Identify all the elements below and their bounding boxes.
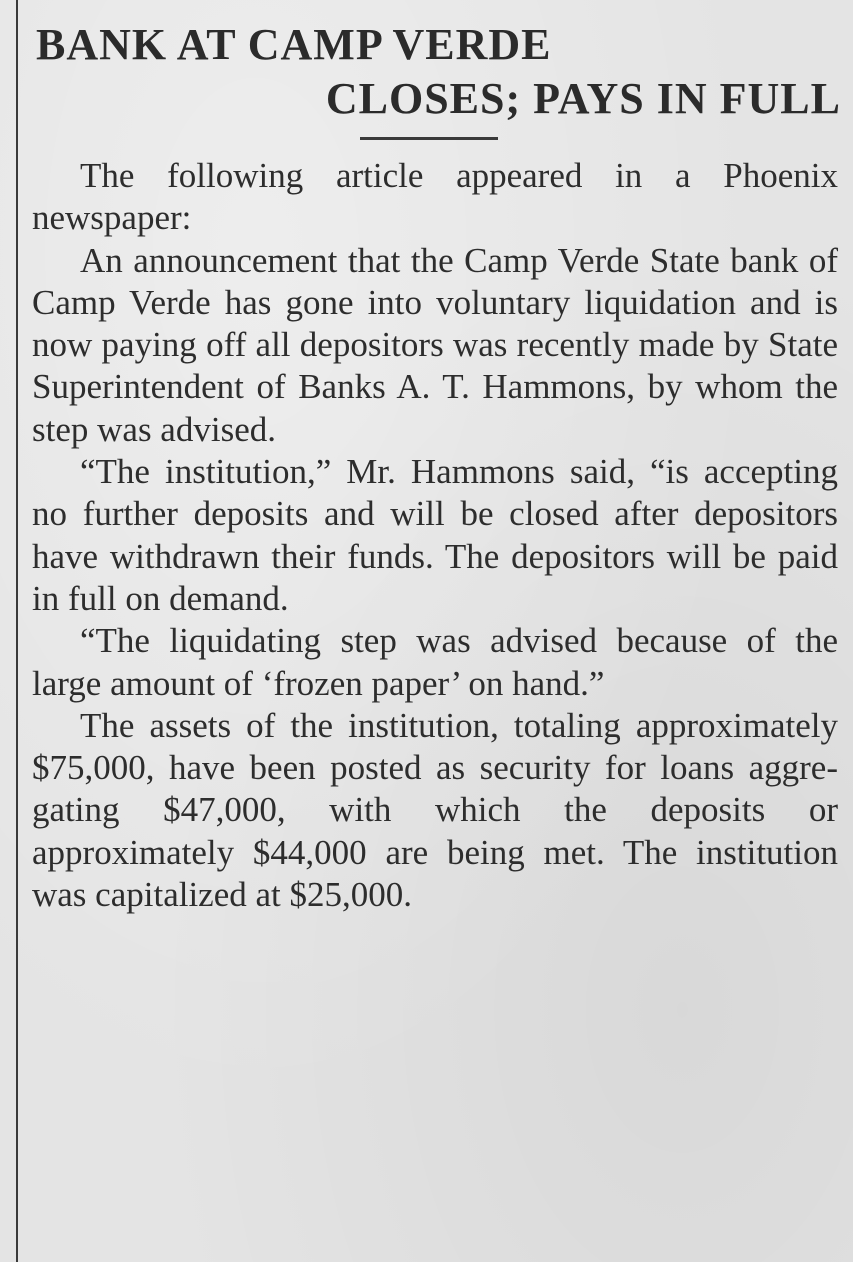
column-rule [16, 0, 18, 1262]
article-paragraph-assets: The assets of the institution, totaling approximately $75,000, have been posted as security for loans aggregating $47,000, with which the deposits or approximately $44,000 are being met. The institution was capitalized at $25,000. [32, 705, 838, 915]
article-paragraph-announcement: An announcement that the Camp Verde State bank of Camp Verde has gone into voluntary liquidation and is now paying off all depositors was recently made by State Superintendent of Banks A. T. Hammons, by whom the step was advised. [32, 240, 838, 449]
headline-line-1: BANK AT CAMP VERDE [36, 20, 552, 69]
headline [36, 18, 841, 126]
article-paragraph-quote: “The institution,” Mr. Hammons said, “is accepting no further deposits and will be closed after depositors have withdrawn their funds. The depositors will be paid in full on demand. [32, 452, 838, 618]
article-paragraph-reason: “The liquidating step was advised because of the large amount of ‘frozen paper’ on hand.” [32, 621, 838, 703]
headline-divider [360, 137, 498, 140]
headline-line-2: CLOSES; PAYS IN FULL [325, 74, 841, 123]
article-paragraph-intro: The following article appeared in a Phoenix newspaper: [32, 156, 838, 238]
article-body [32, 155, 838, 916]
